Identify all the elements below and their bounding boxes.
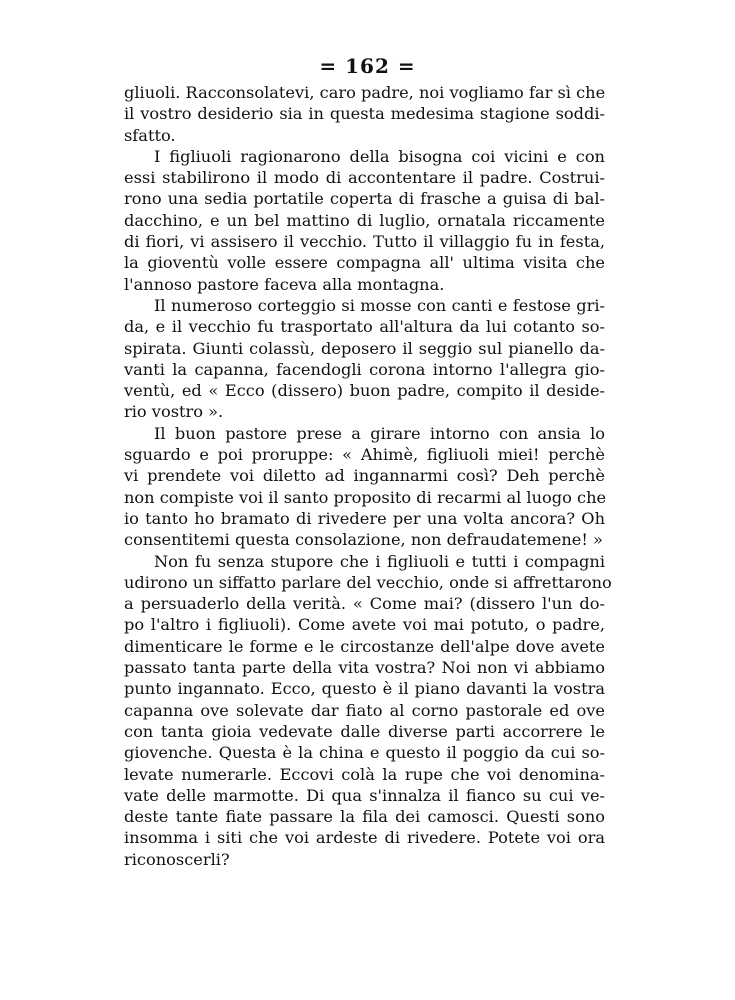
text-line: con tanta gioia vedevate dalle diverse parti accorrere le [124,721,605,741]
text-line: insomma i siti che voi ardeste di rivedere. Potete voi ora [124,828,605,848]
text-line: vanti la capanna, facendogli corona intorno l'allegra gio- [124,359,605,379]
text-line: dimenticare le forme e le circostanze dell'alpe dove avete [124,636,605,656]
text-line: deste tante fiate passare la fila dei camosci. Questi sono [124,807,605,827]
text-line: a persuaderlo della verità. « Come mai? (dissero l'un do- [124,594,605,614]
text-line: rono una sedia portatile coperta di frasche a guisa di bal- [124,189,605,209]
text-line: sfatto. [124,125,176,145]
paragraph-continuation [124,82,605,146]
text-line: essi stabilirono il modo di accontentare il padre. Costrui- [124,168,605,188]
text-line: I figliuoli ragionarono della bisogna coi vicini e con [154,146,605,166]
text-line: dacchino, e un bel mattino di luglio, ornatala riccamente [124,210,605,230]
page-number-header: = 162 = [319,54,416,78]
text-line: di fiori, vi assisero il vecchio. Tutto il villaggio fu in festa, [124,232,605,252]
text-line: po l'altro i figliuoli). Come avete voi mai potuto, o padre, [124,615,605,635]
text-line: gliuoli. Racconsolatevi, caro padre, noi vogliamo far sì che [124,83,606,102]
text-line: rio vostro ». [124,402,224,422]
text-line: il vostro desiderio sia in questa medesima stagione soddi- [124,104,605,124]
text-line: giovenche. Questa è la china e questo il poggio da cui so- [124,743,605,763]
text-line: udirono un siffatto parlare del vecchio, onde si affrettarono [124,572,612,592]
paragraph [124,551,612,870]
text-line: riconoscerli? [124,849,230,869]
paragraph [124,146,605,295]
text-line: ventù, ed « Ecco (dissero) buon padre, compito il deside- [124,381,605,401]
text-line: l'annoso pastore faceva alla montagna. [124,274,445,294]
text-line: sguardo e poi proruppe: « Ahimè, figliuoli miei! perchè [124,445,605,465]
text-line: Non fu senza stupore che i figliuoli e tutti i compagni [154,551,605,571]
text-line: non compiste voi il santo proposito di recarmi al luogo che [124,487,607,507]
text-line: punto ingannato. Ecco, questo è il piano davanti la vostra [124,679,605,699]
text-line: consentitemi questa consolazione, non defraudatemene! » [124,530,603,550]
body-text [124,82,612,870]
text-line: Il numeroso corteggio si mosse con canti e festose gri- [154,295,605,315]
text-line: vate delle marmotte. Di qua s'innalza il fianco su cui ve- [124,785,605,805]
text-line: vi prendete voi diletto ad ingannarmi così? Deh perchè [124,466,605,486]
text-line: io tanto ho bramato di rivedere per una volta ancora? Oh [124,508,605,528]
text-line: Il buon pastore prese a girare intorno con ansia lo [154,423,605,443]
text-line: levate numerarle. Eccovi colà la rupe che voi denomina- [124,764,605,784]
text-line: capanna ove solevate dar fiato al corno pastorale ed ove [124,700,605,720]
paragraph [124,423,605,551]
text-line: spirata. Giunti colassù, deposero il seggio sul pianello da- [124,338,605,358]
text-line: passato tanta parte della vita vostra? Noi non vi abbiamo [124,658,605,678]
text-line: la gioventù volle essere compagna all' ultima visita che [124,253,605,273]
paragraph [124,295,605,423]
text-line: da, e il vecchio fu trasportato all'altura da lui cotanto so- [124,317,605,337]
